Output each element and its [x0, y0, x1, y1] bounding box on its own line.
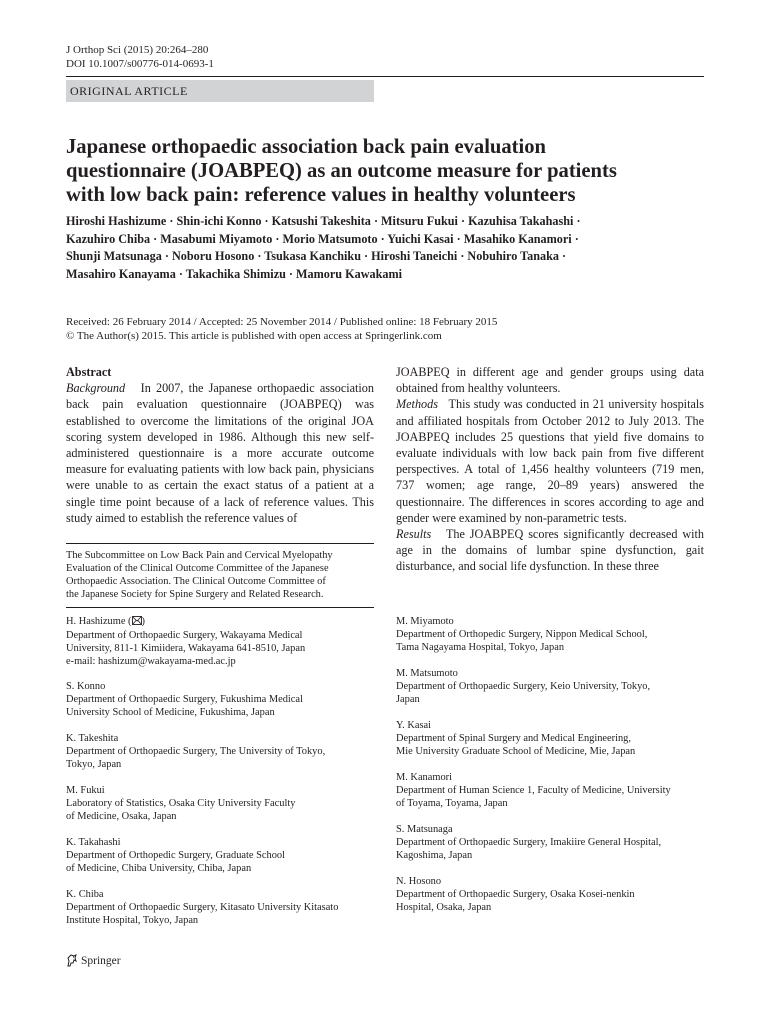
- affiliation-block: [396, 615, 647, 654]
- affiliation-line: of Toyama, Toyama, Japan: [396, 798, 508, 809]
- affiliation-line: University School of Medicine, Fukushima, Japan: [66, 707, 275, 718]
- affiliation-line: Mie University Graduate School of Medicine, Mie, Japan: [396, 746, 636, 757]
- title-line: Japanese orthopaedic association back pain evaluation: [66, 136, 547, 158]
- affiliation-line: Department of Orthopaedic Surgery, Keio University, Tokyo,: [396, 681, 651, 692]
- author-list: [66, 213, 706, 283]
- publisher-name: Springer: [81, 954, 121, 967]
- affiliation-line: Laboratory of Statistics, Osaka City University Faculty: [66, 798, 296, 809]
- abstract-right-column: [396, 364, 704, 575]
- affiliation-rule: [66, 607, 374, 608]
- affiliation-name: Y. Kasai: [396, 720, 432, 731]
- dates-line: Received: 26 February 2014 / Accepted: 25 November 2014 / Published online: 18 February 2015: [66, 316, 498, 328]
- affiliation-name: H. Hashizume ( ): [66, 616, 145, 627]
- affiliation-line: Kagoshima, Japan: [396, 850, 473, 861]
- affiliation-block: [396, 823, 661, 862]
- note-rule: [66, 543, 374, 544]
- abstract-heading: Abstract: [66, 365, 112, 379]
- affiliation-line: Department of Orthopaedic Surgery, Osaka Kosei-nenkin: [396, 889, 635, 900]
- affiliation-line: Department of Orthopaedic Surgery, Imakiire General Hospital,: [396, 837, 662, 848]
- affiliation-line: Department of Spinal Surgery and Medical Engineering,: [396, 733, 631, 744]
- affiliation-name: N. Hosono: [396, 876, 442, 887]
- committee-note: [66, 549, 374, 601]
- header-rule: [66, 76, 704, 77]
- affiliation-block: [66, 888, 338, 927]
- affiliation-name: M. Fukui: [66, 785, 105, 796]
- affiliation-line: Tokyo, Japan: [66, 759, 122, 770]
- publication-history: [66, 315, 706, 343]
- results-label: Results: [396, 527, 432, 542]
- affiliation-line: Department of Orthopedic Surgery, Graduate School: [66, 850, 286, 861]
- affiliation-block: [66, 836, 285, 875]
- affiliation-line: Hospital, Osaka, Japan: [396, 902, 492, 913]
- affiliation-block: [396, 667, 650, 706]
- affiliation-name: M. Matsumoto: [396, 668, 458, 679]
- affiliation-block: [396, 719, 635, 758]
- affiliation-line: of Medicine, Chiba University, Chiba, Japan: [66, 863, 252, 874]
- author-line: Kazuhiro Chiba · Masabumi Miyamoto · Morio Matsumoto · Yuichi Kasai · Masahiko Kanamori ·: [66, 231, 579, 246]
- author-line: Masahiro Kanayama · Takachika Shimizu · Mamoru Kawakami: [66, 266, 402, 281]
- affiliation-line: Japan: [396, 694, 420, 705]
- abstract-background: [66, 380, 374, 526]
- note-line: The Subcommittee on Low Back Pain and Cervical Myelopathy: [66, 550, 333, 561]
- affiliation-block: [66, 732, 325, 771]
- affiliation-name: K. Takeshita: [66, 733, 119, 744]
- abstract-methods: [396, 396, 704, 526]
- affiliation-line: Department of Orthopedic Surgery, Nippon Medical School,: [396, 629, 648, 640]
- affiliation-line: Department of Orthopaedic Surgery, Wakayama Medical: [66, 630, 303, 641]
- affiliation-line: University, 811-1 Kimiidera, Wakayama 641-8510, Japan: [66, 643, 306, 654]
- affiliation-block: [396, 875, 635, 914]
- doi: DOI 10.1007/s00776-014-0693-1: [66, 58, 214, 70]
- methods-text: This study was conducted in 21 university hospitals and affiliated hospitals from October 2012 to July 2013. The JOABPEQ includes 25 questions that yield five domains to evaluate individuals with low back pain from five different perspectives. A total of 1,456 healthy volunteers (719 men, 737 women; age range, 20–89 years) answered the questionnaire. The differences in scores according to age and gender were examined by non-parametric tests.: [396, 397, 704, 525]
- springer-horse-icon: [66, 954, 78, 967]
- affiliation-name: M. Kanamori: [396, 772, 452, 783]
- abstract-results: [396, 526, 704, 575]
- author-line: Hiroshi Hashizume · Shin-ichi Konno · Katsushi Takeshita · Mitsuru Fukui · Kazuhisa Takahashi ·: [66, 214, 581, 228]
- affiliation-name: K. Takahashi: [66, 837, 121, 848]
- publisher-mark: [66, 954, 121, 967]
- affiliation-line: of Medicine, Osaka, Japan: [66, 811, 177, 822]
- note-line: Evaluation of the Clinical Outcome Committee of the Japanese: [66, 563, 329, 574]
- background-label: Background: [66, 381, 126, 396]
- affiliation-block: [396, 771, 671, 810]
- affiliation-line: Department of Human Science 1, Faculty of Medicine, University: [396, 785, 671, 796]
- affiliation-block: [66, 680, 303, 719]
- affiliation-name: S. Matsunaga: [396, 824, 453, 835]
- title-line: with low back pain: reference values in healthy volunteers: [66, 184, 576, 206]
- author-line: Shunji Matsunaga · Noboru Hosono · Tsukasa Kanchiku · Hiroshi Taneichi · Nobuhiro Tanaka ·: [66, 249, 567, 263]
- title-line: questionnaire (JOABPEQ) as an outcome measure for patients: [66, 160, 617, 182]
- affiliation-block: [66, 784, 295, 823]
- note-line: the Japanese Society for Spine Surgery and Related Research.: [66, 589, 324, 600]
- note-line: Orthopaedic Association. The Clinical Outcome Committee of: [66, 576, 326, 587]
- affiliation-name: K. Chiba: [66, 889, 104, 900]
- affiliation-line: Department of Orthopaedic Surgery, The University of Tokyo,: [66, 746, 326, 757]
- background-continued: JOABPEQ in different age and gender groups using data obtained from healthy volunteers.: [396, 365, 704, 396]
- results-text: The JOABPEQ scores significantly decreased with age in the domains of lumbar spine dysfunction, gait disturbance, and social life dysfunction. In these three: [396, 527, 704, 574]
- affiliation-line: Department of Orthopaedic Surgery, Kitasato University Kitasato: [66, 902, 339, 913]
- article-title: [66, 135, 686, 207]
- affiliation-line: Tama Nagayama Hospital, Tokyo, Japan: [396, 642, 565, 653]
- affiliation-line: Institute Hospital, Tokyo, Japan: [66, 915, 199, 926]
- envelope-icon: [132, 616, 142, 629]
- journal-reference: [66, 43, 214, 71]
- copyright-line: © The Author(s) 2015. This article is published with open access at Springerlink.com: [66, 330, 442, 342]
- affiliation-line: Department of Orthopaedic Surgery, Fukushima Medical: [66, 694, 303, 705]
- article-type-banner: ORIGINAL ARTICLE: [66, 80, 374, 102]
- affiliation-name: M. Miyamoto: [396, 616, 454, 627]
- journal-citation: J Orthop Sci (2015) 20:264–280: [66, 44, 209, 56]
- abstract-left-column: [66, 364, 374, 526]
- methods-label: Methods: [396, 397, 438, 412]
- affiliation-block: [66, 615, 305, 668]
- background-text: In 2007, the Japanese orthopaedic association back pain evaluation questionnaire (JOABPEQ) was established to overcome the limitations of the original JOA scoring system developed in 1986. Although this new self-administered questionnaire is a more accurate outcome measure for evaluating patients with low back pain, physicians were unable to as certain the exact status of a patient at a single time point because of a lack of reference values. This study aimed to establish the reference values of: [66, 381, 374, 525]
- affiliation-email: e-mail: hashizum@wakayama-med.ac.jp: [66, 656, 236, 667]
- affiliation-name: S. Konno: [66, 681, 106, 692]
